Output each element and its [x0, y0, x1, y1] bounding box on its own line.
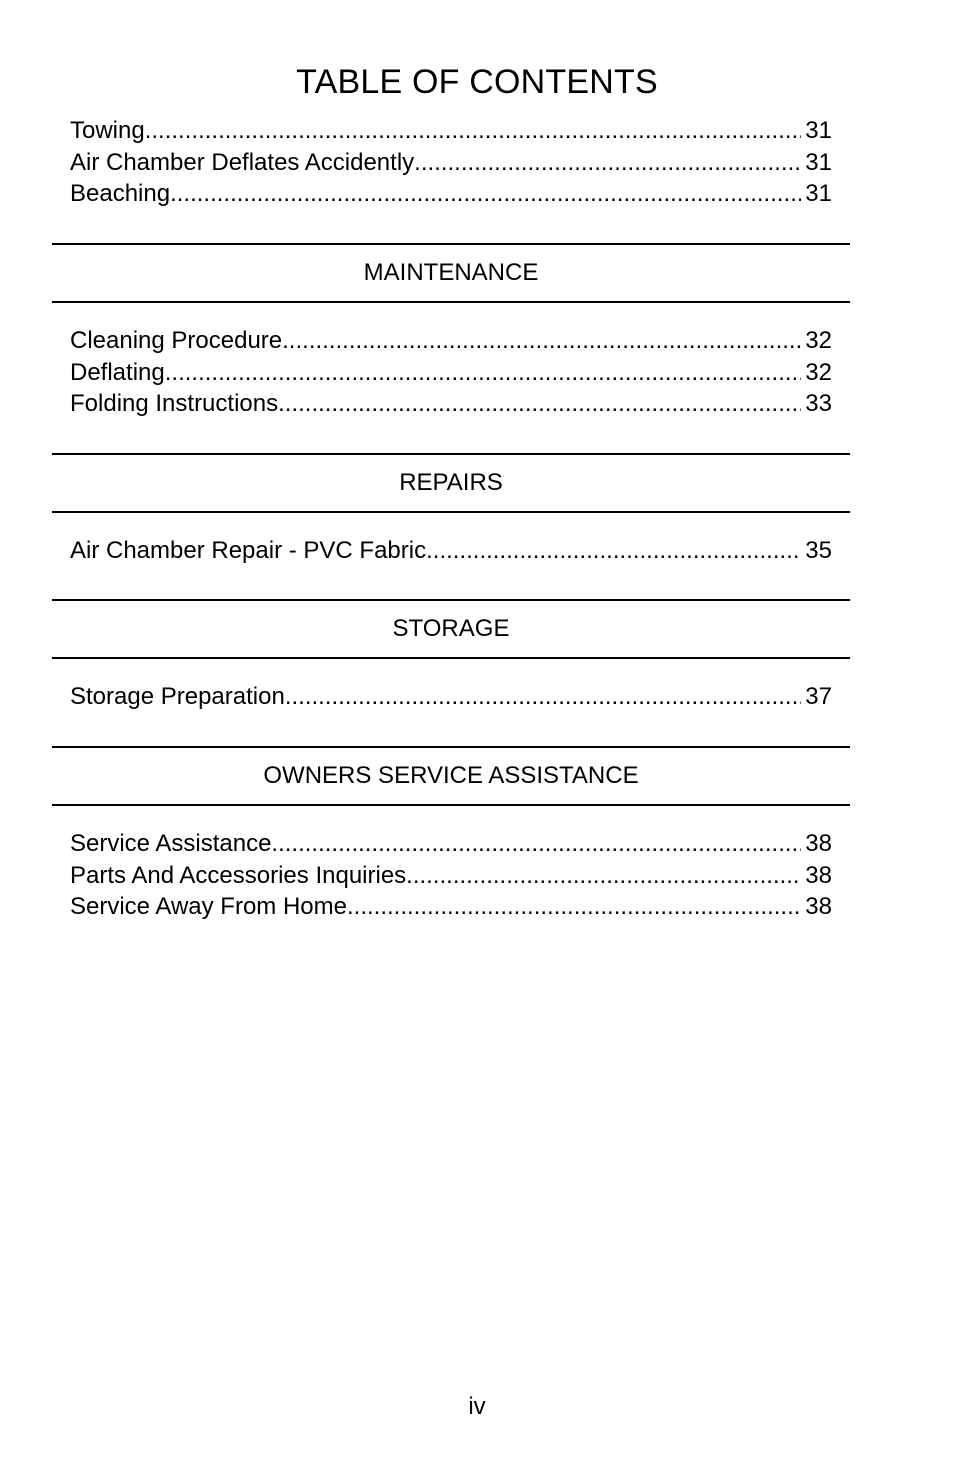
- toc-entry[interactable]: [70, 325, 832, 357]
- toc-entry-label: Air Chamber Deflates Accidently: [70, 148, 415, 176]
- dot-leader: [414, 147, 801, 179]
- dot-leader: [406, 860, 801, 892]
- dot-leader: [282, 325, 801, 357]
- toc-entry[interactable]: [70, 828, 832, 860]
- toc-entry-label: Deflating: [70, 358, 165, 386]
- toc-entry-page: 31: [805, 148, 832, 176]
- toc-storage-group: [70, 681, 832, 713]
- toc-repairs-group: [70, 535, 832, 567]
- page-title: TABLE OF CONTENTS: [296, 63, 658, 101]
- toc-entry-label: Parts And Accessories Inquiries: [70, 861, 407, 889]
- toc-entry-label: Beaching: [70, 180, 171, 207]
- toc-entry-label: Service Assistance: [70, 830, 272, 857]
- toc-entry-page: 31: [805, 117, 832, 144]
- section-title: REPAIRS: [399, 469, 503, 496]
- toc-entry-page: 32: [805, 327, 832, 354]
- dot-leader: [271, 828, 801, 860]
- toc-entry[interactable]: [70, 147, 832, 179]
- toc-entry[interactable]: [70, 357, 832, 389]
- toc-entry-page: 38: [805, 861, 832, 889]
- toc-entry-page: 33: [805, 390, 832, 417]
- toc-entry[interactable]: [70, 891, 832, 923]
- dot-leader: [285, 681, 801, 713]
- dot-leader: [165, 357, 802, 389]
- toc-entry[interactable]: [70, 860, 832, 892]
- toc-entry-label: Towing: [70, 117, 145, 144]
- toc-entry[interactable]: [70, 535, 832, 567]
- page-number: iv: [468, 1393, 486, 1420]
- toc-entry-page: 35: [805, 537, 832, 564]
- section-title: MAINTENANCE: [363, 259, 539, 286]
- toc-entry-label: Storage Preparation: [70, 683, 285, 710]
- toc-entry-label: Cleaning Procedure: [70, 327, 283, 354]
- section-title: STORAGE: [392, 615, 510, 642]
- dot-leader: [278, 388, 801, 420]
- dot-leader: [170, 178, 801, 210]
- dot-leader: [145, 115, 802, 147]
- toc-maintenance-group: [70, 325, 832, 420]
- toc-entry-page: 31: [805, 180, 832, 207]
- toc-entry-label: Folding Instructions: [70, 390, 279, 417]
- dot-leader: [347, 891, 801, 923]
- toc-entry-page: 37: [805, 683, 832, 710]
- toc-intro-group: [70, 115, 832, 210]
- section-title: OWNERS SERVICE ASSISTANCE: [263, 762, 639, 789]
- toc-entry-label: Service Away From Home: [70, 893, 347, 920]
- toc-owners-service-group: [70, 828, 832, 923]
- toc-entry[interactable]: [70, 388, 832, 420]
- section-header-storage: [52, 599, 850, 659]
- toc-entry-label: Air Chamber Repair - PVC Fabric: [70, 537, 427, 564]
- section-header-maintenance: [52, 243, 850, 303]
- toc-entry[interactable]: [70, 178, 832, 210]
- section-header-repairs: [52, 453, 850, 513]
- toc-entry-page: 38: [805, 830, 832, 857]
- toc-entry[interactable]: [70, 115, 832, 147]
- toc-entry-page: 32: [805, 358, 832, 386]
- section-header-owners-service-assistance: [52, 746, 850, 806]
- toc-entry-page: 38: [805, 893, 832, 920]
- toc-entry[interactable]: [70, 681, 832, 713]
- dot-leader: [426, 535, 801, 567]
